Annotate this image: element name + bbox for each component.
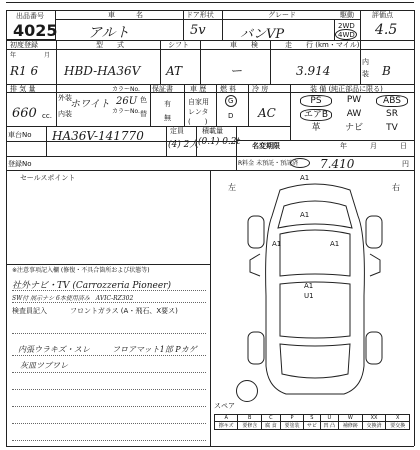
windshield-label: フロントガラス (A・飛石、X要ス) — [70, 307, 178, 315]
drive-4wd: 4WD — [338, 31, 355, 39]
name-label: 車 名 — [108, 11, 143, 19]
damage-mark-1: A1 — [300, 211, 310, 219]
legend-meaning-4: 要塗装 — [280, 422, 304, 430]
warranty-yes: 有 — [164, 100, 171, 108]
capacity-value: (4) 2人 — [168, 140, 199, 150]
category-label: 車 歴 — [190, 85, 207, 93]
shift-value: AT — [166, 64, 183, 78]
front-mark: A1 — [300, 174, 310, 182]
note-line-2: SW付 展示ナシ 6本使用済み AVIC-RZ302 — [12, 295, 134, 302]
mod-day: 日 — [400, 142, 407, 150]
legend-meaning-1: 擦キズ — [215, 422, 238, 430]
legend-code-7: W — [339, 415, 363, 422]
color-label: 色 — [140, 96, 147, 104]
lot-number: 4025 — [13, 21, 58, 40]
note-line-1: 社外ナビ・TV (Carrozzeria Pioneer) — [12, 281, 171, 291]
warranty-label: 保証書 — [152, 85, 173, 93]
top-border — [6, 2, 414, 3]
load-label: 積載量 — [202, 127, 223, 135]
cc-unit: cc. — [42, 112, 52, 120]
mod-date-label: 名変期限 — [252, 142, 280, 150]
inspector-note-2: フロアマット1部 Pカゲ — [112, 345, 197, 354]
legend-meaning-2: 要修含 — [238, 422, 262, 430]
ac-value: AC — [258, 106, 276, 120]
load-value: (0.1) 0.2t — [198, 137, 241, 147]
equip-6: SR — [386, 109, 398, 119]
color-no-label-2: カラーNo. — [112, 108, 140, 115]
door-label: ドア形状 — [186, 11, 214, 19]
inspection-label: 車 検 — [230, 41, 258, 49]
mod-month: 月 — [370, 142, 377, 150]
month-mark: 月 — [44, 52, 51, 59]
equip-7: 革 — [311, 123, 321, 133]
category-other: ( ) — [188, 118, 208, 126]
capacity-label: 定員 — [170, 127, 184, 135]
deposit-circle — [290, 158, 310, 168]
shift-label: シフト — [168, 41, 189, 49]
drive-4wd-circle — [335, 29, 357, 40]
ext-label: 外装 — [58, 94, 72, 102]
inspector-note-3: 灰皿ツブワレ — [20, 361, 68, 370]
int-color-label: 内装 — [58, 110, 72, 118]
legend-meaning-8: 交換済 — [362, 422, 386, 430]
door-value: 5v — [190, 23, 206, 38]
legend-meaning-7: 補修跡 — [339, 422, 363, 430]
grade-value: バンVP — [240, 27, 285, 42]
left-side-label: 左 — [228, 183, 236, 192]
color-change-label: 替 — [140, 110, 147, 118]
damage-mark-4: A1 — [304, 282, 314, 290]
legend-code-4: P — [280, 415, 304, 422]
equip-3: ABS — [376, 95, 408, 107]
mileage-value: 3.914 — [296, 64, 331, 78]
score-value: 4.5 — [375, 22, 398, 38]
damage-mark-2: A1 — [272, 240, 282, 248]
equip-label: 装 備 (純正部品に限る) — [310, 85, 383, 93]
first-reg-label: 初度登録 — [10, 41, 38, 49]
fuel-label: 燃 料 — [220, 85, 237, 93]
inspection-value: ー — [230, 64, 243, 78]
inspector-note-1: 内張ウラキズ・スレ — [18, 345, 90, 354]
category-rental: レンタ — [188, 108, 209, 116]
spare-label: スペア — [214, 402, 235, 410]
legend-code-5: S — [304, 415, 320, 422]
ac-label: 冷 房 — [252, 85, 269, 93]
score-label: 評価点 — [372, 11, 393, 19]
equip-5: AW — [346, 109, 362, 119]
drive-label: 駆動 — [340, 11, 354, 19]
legend-meaning-5: サビ — [304, 422, 320, 430]
displacement-value: 660 — [12, 106, 37, 121]
legend-meaning-9: 要交換 — [386, 422, 410, 430]
equip-8: ナビ — [344, 123, 363, 133]
mod-year: 年 — [340, 142, 347, 150]
inspector-label: 検査員記入 — [12, 307, 47, 315]
displacement-label: 排 気 量 — [10, 85, 36, 93]
legend-code-2: B — [238, 415, 262, 422]
notes-header: ※注意事項記入欄 (修復・不具合箇所および状態等) — [12, 267, 150, 274]
car-name: アルト — [88, 25, 130, 41]
damage-mark-5: U1 — [304, 292, 314, 300]
car-diagram — [240, 176, 390, 406]
model-label: 型 式 — [96, 41, 124, 49]
legend-meaning-3: 腐 食 — [262, 422, 281, 430]
recycle-fee: 7.410 — [320, 157, 355, 171]
color-no-label: カラーNo. — [112, 86, 140, 93]
drive-2wd: 2WD — [338, 22, 355, 30]
int-score: B — [382, 64, 391, 78]
fuel-diesel: D — [228, 112, 234, 120]
legend-code-1: A — [215, 415, 238, 422]
legend-code-3: C — [262, 415, 281, 422]
equip-2: PW — [346, 95, 362, 105]
legend-code-8: XX — [362, 415, 386, 422]
mileage-label: 走 行 (km・マイル) — [285, 41, 360, 49]
chassis-value: HA36V-141770 — [52, 129, 144, 143]
grade-label: グレード — [268, 11, 296, 19]
sales-point-label: セールスポイント — [20, 174, 76, 182]
legend-code-9: X — [386, 415, 410, 422]
fuel-value: G — [228, 97, 234, 105]
legend-code-6: U — [320, 415, 339, 422]
model-value: HBD-HA36V — [64, 64, 141, 78]
year-mark: 年 — [10, 52, 17, 59]
color-no-value: 26U — [116, 96, 138, 107]
legend-meaning-6: 凹 凸 — [320, 422, 339, 430]
spare-tire-icon — [236, 380, 258, 402]
warranty-no: 無 — [164, 114, 171, 122]
first-reg-value: R1 6 — [10, 64, 39, 78]
equip-1: PS — [300, 95, 332, 107]
legend-table — [214, 414, 410, 430]
lot-label: 出品番号 — [16, 12, 44, 20]
category-private: 自家用 — [188, 98, 209, 106]
equip-9: TV — [386, 123, 398, 133]
right-side-label: 右 — [392, 183, 400, 192]
registration-label: 登録No — [8, 160, 32, 168]
ext-color: ホワイト — [70, 99, 110, 110]
chassis-label: 車台No — [8, 131, 32, 139]
damage-mark-3: A1 — [330, 240, 340, 248]
int-label-2: 装 — [362, 70, 369, 78]
yen-unit: 円 — [402, 160, 409, 168]
equip-4: エアB — [300, 109, 332, 121]
recycle-label: R料金 未預託・預託済 — [238, 160, 299, 167]
int-label: 内 — [362, 58, 369, 66]
